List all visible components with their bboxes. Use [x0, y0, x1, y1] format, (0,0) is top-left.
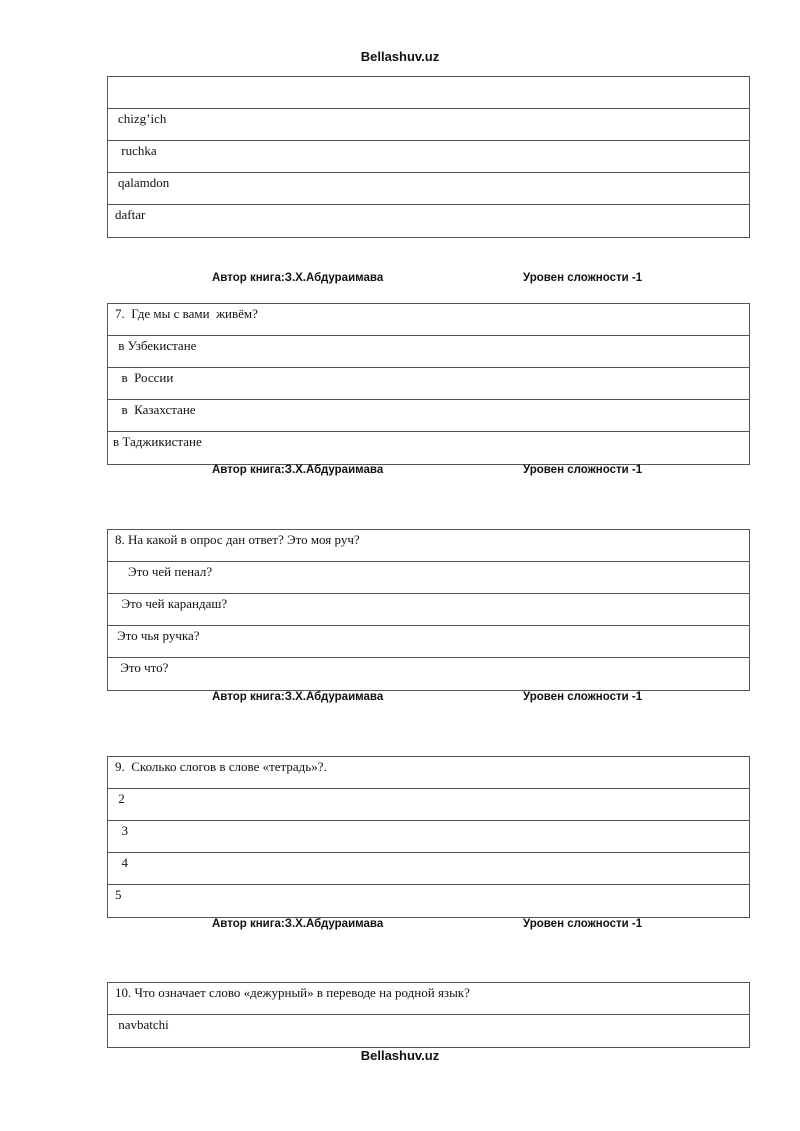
answer-row: 4	[108, 853, 749, 885]
author-label: Автор книга:З.Х.Абдураимава	[212, 918, 384, 930]
table-row: chizg’ich	[108, 109, 749, 141]
question-8-table	[107, 529, 750, 691]
difficulty-label: Уровен сложности -1	[523, 464, 643, 476]
question-row: 9. Сколько слогов в слове «тетрадь»?.	[108, 757, 749, 789]
site-header: Bellashuv.uz	[360, 49, 440, 64]
answer-row: Это чья ручка?	[108, 626, 749, 658]
answer-row: в России	[108, 368, 749, 400]
table-row: ruchka	[108, 141, 749, 173]
answer-row: в Узбекистане	[108, 336, 749, 368]
answer-row: в Казахстане	[108, 400, 749, 432]
answer-table-1	[107, 76, 750, 238]
question-row: 8. На какой в опрос дан ответ? Это моя руч?	[108, 530, 749, 562]
answer-row: navbatchi	[115, 1017, 169, 1032]
table-row: qalamdon	[108, 173, 749, 205]
table-row: daftar	[115, 207, 146, 222]
answer-row: в Таджикистане	[113, 434, 202, 449]
author-label: Автор книга:З.Х.Абдураимава	[212, 464, 384, 476]
answer-row: Это чей пенал?	[108, 562, 749, 594]
question-9-table	[107, 756, 750, 918]
question-row: 10. Что означает слово «дежурный» в переводе на родной язык?	[108, 983, 749, 1015]
answer-row: 5	[115, 887, 122, 902]
answer-row: 2	[108, 789, 749, 821]
difficulty-label: Уровен сложности -1	[523, 691, 643, 703]
difficulty-label: Уровен сложности -1	[523, 918, 643, 930]
question-row: 7. Где мы с вами живём?	[108, 304, 749, 336]
answer-row: Это чей карандаш?	[108, 594, 749, 626]
question-10-table	[107, 982, 750, 1048]
answer-row: 3	[108, 821, 749, 853]
difficulty-label: Уровен сложности -1	[523, 272, 643, 284]
table-row	[108, 77, 749, 109]
question-7-table	[107, 303, 750, 465]
answer-row: Это что?	[117, 660, 169, 675]
site-footer: Bellashuv.uz	[360, 1048, 440, 1063]
author-label: Автор книга:З.Х.Абдураимава	[212, 691, 384, 703]
author-label: Автор книга:З.Х.Абдураимава	[212, 272, 384, 284]
